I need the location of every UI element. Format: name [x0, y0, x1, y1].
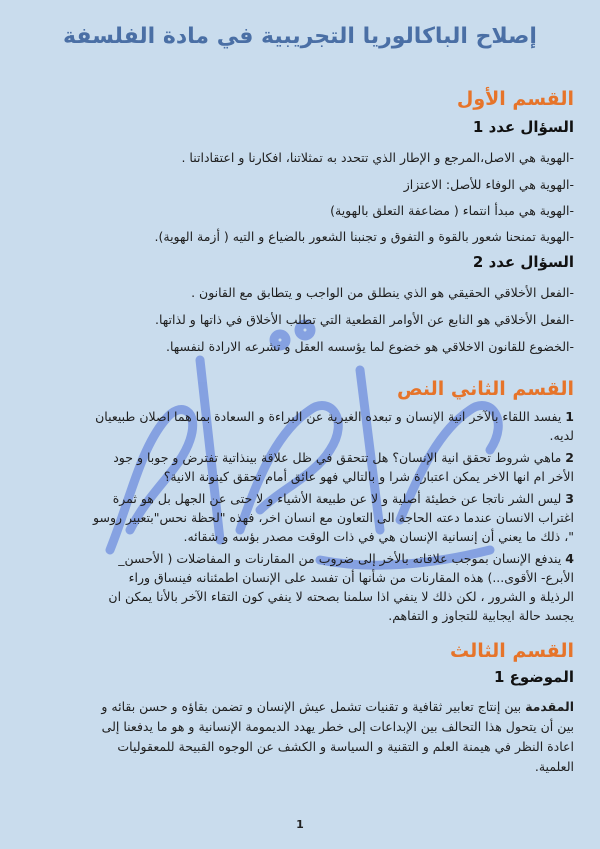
text-item-3-line-1: 3 ليس الشر ناتجا عن خطيئة أصلية و لا عن طبيعة الأشياء و لا حتى عن الجهل بل هو ثمرة	[112, 491, 574, 506]
topic-1-label: الموضوع 1	[493, 668, 574, 686]
q1-line-3: -الهوية هي مبدأ انتماء ( مضاعفة التعلق بالهوية)	[330, 203, 574, 218]
page-title: إصلاح الباكالوريا التجريبية في مادة الفلسفة	[63, 24, 537, 49]
section-1-heading: القسم الأول	[456, 88, 574, 110]
q1-line-4: -الهوية تمنحنا شعور بالقوة و التفوق و تجنبنا الشعور بالضياع و التيه ( أزمة الهوية).	[154, 229, 574, 244]
q1-line-2: -الهوية هي الوفاء للأصل: الاعتزاز	[403, 177, 574, 192]
q1-line-1: -الهوية هي الاصل،المرجع و الإطار الذي تتحدد به تمثلاتنا، افكارنا و اعتقاداتنا .	[181, 150, 574, 165]
q2-line-2: -الفعل الأخلاقي هو النابع عن الأوامر القطعية التي تطلب الأخلاق في ذاتها و لذاتها.	[154, 312, 574, 327]
text-item-4-line-4: يجسد حالة ايجابية للتجاوز و التفاهم.	[388, 608, 574, 623]
q2-line-3: -الخضوع للقانون الاخلاقي هو خضوع لما يؤسسه العقل و تشرعه الارادة لنفسها.	[166, 339, 574, 354]
item-number: 3	[565, 491, 574, 506]
q2-line-1: -الفعل الأخلاقي الحقيقي هو الذي ينطلق من الواجب و يتطابق مع القانون .	[191, 285, 574, 300]
text-item-4-line-1: 4 يندفع الإنسان بموجب علاقاته بالأخر إلى ضروب من المقارنات و المفاضلات ( الأحسن_	[118, 551, 574, 566]
text-item-4-line-2: الأبرع- الأقوى...) هذه المقارنات من شأنها أن تفسد على الإنسان اطمئنانه فينساق وراء	[128, 570, 574, 585]
text-item-2-line-2: الأخر ام انها الاخر يمكن اعتبارة شرا و بالتالي فهو عائق أمام تحقق كينونة الانية؟	[163, 469, 574, 484]
text-item-1-line-2: لديه.	[549, 428, 574, 443]
section-2-heading: القسم الثاني النص	[396, 378, 574, 400]
intro-line-3: اعادة النظر في هيمنة العلم و التقنية و السياسة و الكشف عن الوجوه القبيحة للمعقوليات	[117, 739, 574, 754]
question-2-label: السؤال عدد 2	[472, 253, 574, 271]
page-number: 1	[296, 818, 304, 831]
intro-line-2: بين أن يتحول هذا التحالف بين الإبداعات إلى خطر يهدد الديمومة الإنسانية و هو ما يدفعنا إلى	[101, 719, 574, 734]
text-item-3-line-3: "، ذلك ما يعني أن إنسانية الإنسان هي في ذات الوقت مصدر بؤسه و شقائه.	[183, 529, 574, 544]
intro-line-4: العلمية.	[534, 759, 574, 774]
text-item-3-line-2: اغتراب الانسان عندما دعته الحاجة الى التعاون مع انسان اخر، فهذه "لحظة نحس"بتعبير روسو	[93, 510, 574, 525]
item-number: 1	[565, 409, 574, 424]
item-number: 2	[565, 450, 574, 465]
item-number: 4	[565, 551, 574, 566]
text-item-1-line-1: 1 يفسد اللقاء بالآخر انية الإنسان و تبعده الغيرية عن البراءة و السعادة بما هما اصلان طبيعيان	[95, 409, 574, 424]
intro-label: المقدمة	[525, 699, 574, 714]
question-1-label: السؤال عدد 1	[472, 118, 574, 136]
text-item-4-line-3: الرذيلة و الشرور ، لكن ذلك لا ينفي اذا سلمنا بصحته لا ينفي كون التقاء الآخر بالأنا يمكن ان	[108, 589, 574, 604]
intro-line-1: المقدمة بين إنتاج تعابير ثقافية و تقنيات تشمل عيش الإنسان و تضمن بقاؤه و حسن بقائه و	[101, 699, 574, 714]
text-item-2-line-1: 2 ماهي شروط تحقق انية الإنسان؟ هل تتحقق في ظل علاقة بينذاتية تفترض و جوبا و جود	[113, 450, 574, 465]
section-3-heading: القسم الثالث	[450, 640, 574, 662]
